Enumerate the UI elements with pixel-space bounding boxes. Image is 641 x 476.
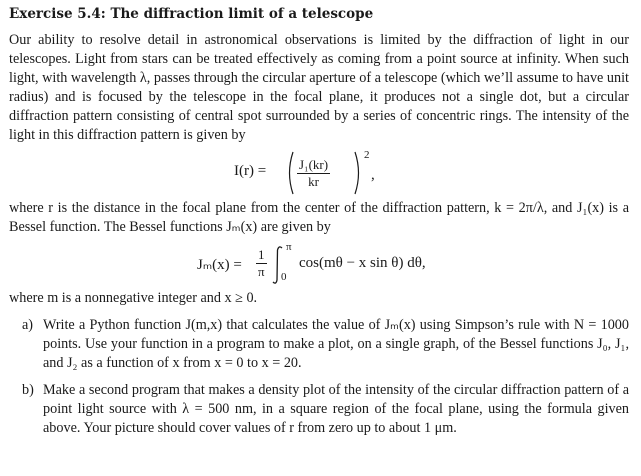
eq1-exponent: 2 — [364, 149, 370, 161]
eq2-fraction — [256, 247, 267, 280]
task-text-a: Write a Python function J(m,x) that calculates the value of Jₘ(x) using Simpson’s rule with N = 1000 points. Use your function in a program to make a plot, on a single graph, of the Bessel functions J₀, J₁, and J₂ as a function of x from x = 0 to x = 20. — [43, 317, 629, 371]
task-text-b: Make a second program that makes a density plot of the intensity of the circular diffraction pattern of a point light source with λ = 500 nm, in a square region of the focal plane, using the formula given above. Your picture should cover values of r from zero up to about 1 μm. — [43, 382, 629, 436]
intro-paragraph: Our ability to resolve detail in astronomical observations is limited by the diffraction of light in our telescopes. Light from stars can be treated effectively as coming from a point source at infinity. When such light, with wavelength λ, passes through the circular aperture of a telescope (which we’ll assume to have unit radius) and is focused by the telescope in the focal plane, it produces not a single dot, but a circular diffraction pattern consisting of central spot surrounded by a series of concentric rings. The intensity of the light in this diffraction pattern is given by — [9, 32, 629, 143]
left-paren-icon — [285, 151, 295, 195]
integral-upper-limit: π — [286, 241, 292, 253]
eq1-trailing-comma: , — [371, 167, 375, 183]
condition-paragraph: where m is a nonnegative integer and x ≥ 0. — [9, 290, 258, 306]
task-item-a — [9, 316, 629, 373]
eq2-lhs: Jₘ(x) = — [197, 257, 242, 273]
eq1-numerator: J₁(kr) — [299, 157, 329, 172]
bessel-equation — [9, 241, 629, 289]
task-label-a: a) — [22, 317, 34, 333]
eq2-frac-numerator: 1 — [256, 247, 267, 264]
task-item-b — [9, 381, 629, 438]
eq1-lhs: I(r) = — [234, 163, 267, 179]
eq1-denominator: kr — [308, 174, 319, 189]
task-label-b: b) — [22, 382, 34, 398]
eq2-frac-denominator: π — [258, 264, 265, 279]
integral-lower-limit: 0 — [281, 271, 287, 283]
intensity-equation — [9, 147, 629, 199]
task-list — [9, 316, 629, 438]
middle-paragraph: where r is the distance in the focal plane from the center of the diffraction pattern, k = 2π/λ, and J₁(x) is a Bessel function. The Bessel functions Jₘ(x) are given by — [9, 200, 629, 235]
eq1-fraction — [297, 157, 330, 190]
exercise-title: Exercise 5.4: The diffraction limit of a telescope — [9, 6, 374, 22]
right-paren-icon — [353, 151, 363, 195]
eq2-integrand: cos(mθ − x sin θ) dθ, — [299, 255, 426, 271]
